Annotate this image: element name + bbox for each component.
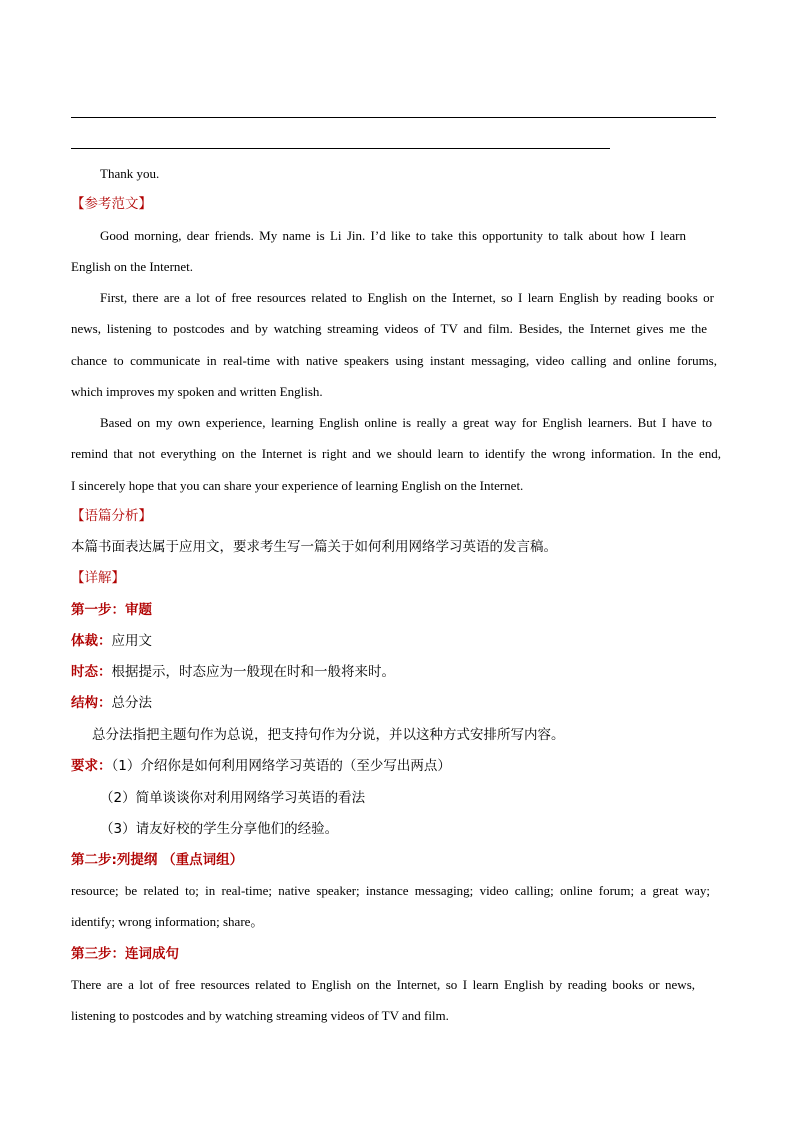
sample-line: I sincerely hope that you can share your experience of learning English on the Internet. [71, 478, 524, 493]
sample-line: news, listening to postcodes and by watching streaming videos of TV and film. Besides, the Internet gives me the [71, 321, 707, 336]
analysis-text: 本篇书面表达属于应用文，要求考生写一篇关于如何利用网络学习英语的发言稿。 [71, 539, 557, 555]
detail-heading: 【详解】 [71, 570, 125, 586]
sample-line: Based on my own experience, learning English online is really a great way for English learners. But I have to [100, 415, 712, 430]
sample-line: Good morning, dear friends. My name is Li Jin. I’d like to take this opportunity to talk about how I learn [100, 228, 686, 243]
requirement-3: （3）请友好校的学生分享他们的经验。 [100, 821, 339, 837]
tense-label: 时态： [71, 664, 112, 680]
structure-value: 总分法 [111, 695, 152, 711]
tense-value: 根据提示，时态应为一般现在时和一般将来时。 [111, 664, 395, 680]
genre-value: 应用文 [111, 633, 152, 649]
sample-line: chance to communicate in real-time with native speakers using instant messaging, video calling and online forums, [71, 353, 717, 368]
step1-heading: 第一步：审题 [71, 602, 152, 618]
genre-label: 体裁： [71, 633, 112, 649]
closing-text: Thank you. [100, 166, 160, 181]
sentence-line: There are a lot of free resources related to English on the Internet, so I learn English by reading books or news, [71, 977, 695, 992]
outline-line: resource; be related to; in real-time; native speaker; instance messaging; video calling; online forum; a great way; [71, 883, 710, 898]
sample-line: which improves my spoken and written English. [71, 384, 323, 399]
genre-row [71, 632, 152, 650]
answer-line-1 [71, 117, 716, 118]
structure-label: 结构： [71, 695, 112, 711]
requirement-label: 要求： [71, 758, 112, 774]
step3-heading: 第三步：连词成句 [71, 946, 179, 962]
sentence-line: listening to postcodes and by watching streaming videos of TV and film. [71, 1008, 449, 1023]
tense-row [71, 663, 395, 681]
sample-line: First, there are a lot of free resources related to English on the Internet, so I learn English by reading books or [100, 290, 714, 305]
requirement-row [71, 757, 451, 775]
requirement-1: （1）介绍你是如何利用网络学习英语的（至少写出两点） [111, 758, 451, 774]
sample-heading: 【参考范文】 [71, 196, 152, 212]
sample-line: English on the Internet. [71, 259, 194, 274]
step2-heading: 第二步:列提纲 （重点词组） [71, 852, 244, 868]
structure-desc: 总分法指把主题句作为总说，把支持句作为分说，并以这种方式安排所写内容。 [92, 727, 565, 743]
answer-line-2 [71, 148, 610, 149]
analysis-heading: 【语篇分析】 [71, 508, 152, 524]
structure-row [71, 694, 152, 712]
requirement-2: （2）简单谈谈你对利用网络学习英语的看法 [100, 790, 366, 806]
sample-line: remind that not everything on the Internet is right and we should learn to identify the wrong information. In the end, [71, 446, 721, 461]
outline-line: identify; wrong information; share。 [71, 914, 264, 929]
